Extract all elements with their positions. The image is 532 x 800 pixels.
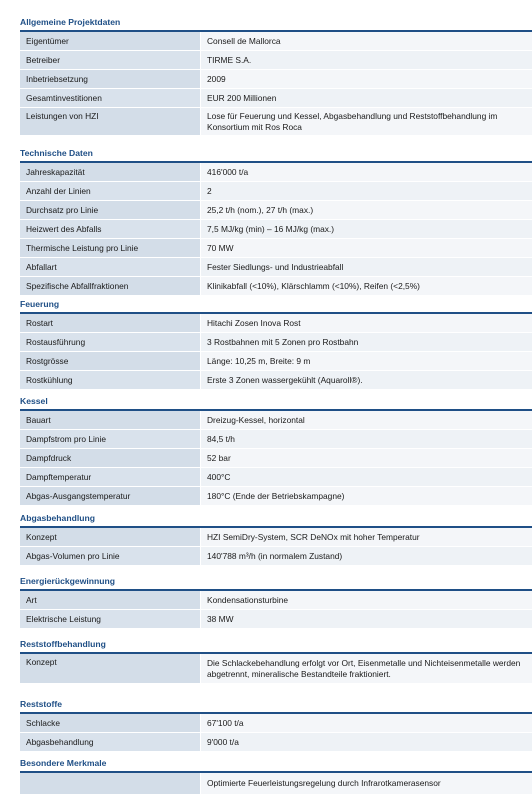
row-value: Erste 3 Zonen wassergekühlt (Aquaroll®). bbox=[201, 371, 532, 389]
row-value: Kondensationsturbine bbox=[201, 591, 532, 609]
row-value: TIRME S.A. bbox=[201, 51, 532, 69]
row-label: Konzept bbox=[20, 528, 201, 546]
data-table bbox=[20, 652, 532, 684]
row-value: 25,2 t/h (nom.), 27 t/h (max.) bbox=[201, 201, 532, 219]
row-value: EUR 200 Millionen bbox=[201, 89, 532, 107]
row-label: Inbetriebsetzung bbox=[20, 70, 201, 88]
row-label: Dampftemperatur bbox=[20, 468, 201, 486]
table-row bbox=[20, 163, 532, 182]
row-label: Abgas-Ausgangstemperatur bbox=[20, 487, 201, 505]
row-value: Dreizug-Kessel, horizontal bbox=[201, 411, 532, 429]
row-value: Länge: 10,25 m, Breite: 9 m bbox=[201, 352, 532, 370]
table-row bbox=[20, 773, 532, 795]
data-table bbox=[20, 312, 532, 390]
section-energy-recovery bbox=[0, 573, 532, 629]
data-table bbox=[20, 161, 532, 296]
table-row bbox=[20, 430, 532, 449]
table-row bbox=[20, 89, 532, 108]
table-row bbox=[20, 610, 532, 629]
data-table bbox=[20, 30, 532, 136]
table-row bbox=[20, 333, 532, 352]
table-row bbox=[20, 108, 532, 136]
row-value: 9'000 t/a bbox=[201, 733, 532, 751]
row-value: Lose für Feuerung und Kessel, Abgasbehandlung und Reststoffbehandlung im Konsortium mit Ros Roca bbox=[201, 108, 532, 135]
section-title: Reststoffbehandlung bbox=[20, 639, 106, 649]
section-title: Allgemeine Projektdaten bbox=[20, 17, 121, 27]
row-value: 2 bbox=[201, 182, 532, 200]
table-row bbox=[20, 547, 532, 566]
row-label: Spezifische Abfallfraktionen bbox=[20, 277, 201, 295]
row-label: Abfallart bbox=[20, 258, 201, 276]
section-title: Kessel bbox=[20, 396, 48, 406]
row-label: Leistungen von HZI bbox=[20, 108, 201, 135]
row-label: Eigentümer bbox=[20, 32, 201, 50]
row-label: Rostart bbox=[20, 314, 201, 332]
table-row bbox=[20, 733, 532, 752]
row-value: 38 MW bbox=[201, 610, 532, 628]
section-title: Feuerung bbox=[20, 299, 60, 309]
row-value: 2009 bbox=[201, 70, 532, 88]
table-row bbox=[20, 51, 532, 70]
data-table bbox=[20, 526, 532, 566]
table-row bbox=[20, 239, 532, 258]
row-value: 7,5 MJ/kg (min) – 16 MJ/kg (max.) bbox=[201, 220, 532, 238]
section-residue-treatment bbox=[0, 636, 532, 684]
row-value: Klinikabfall (<10%), Klärschlamm (<10%), Reifen (<2,5%) bbox=[201, 277, 532, 295]
row-label: Rostgrösse bbox=[20, 352, 201, 370]
row-label: Dampfstrom pro Linie bbox=[20, 430, 201, 448]
table-row bbox=[20, 201, 532, 220]
row-label: Thermische Leistung pro Linie bbox=[20, 239, 201, 257]
row-label: Abgas-Volumen pro Linie bbox=[20, 547, 201, 565]
row-label: Durchsatz pro Linie bbox=[20, 201, 201, 219]
row-value: Fester Siedlungs- und Industrieabfall bbox=[201, 258, 532, 276]
table-row bbox=[20, 352, 532, 371]
row-value: 52 bar bbox=[201, 449, 532, 467]
row-label: Jahreskapazität bbox=[20, 163, 201, 181]
row-value: 140'788 m³/h (in normalem Zustand) bbox=[201, 547, 532, 565]
section-title: Reststoffe bbox=[20, 699, 63, 709]
row-label: Konzept bbox=[20, 654, 201, 683]
row-label: Rostausführung bbox=[20, 333, 201, 351]
data-table bbox=[20, 409, 532, 506]
row-label: Art bbox=[20, 591, 201, 609]
table-row bbox=[20, 182, 532, 201]
row-label: Abgasbehandlung bbox=[20, 733, 201, 751]
row-label: Anzahl der Linien bbox=[20, 182, 201, 200]
row-label: Gesamtinvestitionen bbox=[20, 89, 201, 107]
section-boiler bbox=[0, 393, 532, 506]
table-row bbox=[20, 487, 532, 506]
section-combustion bbox=[0, 296, 532, 390]
section-residues bbox=[0, 696, 532, 752]
section-title: Besondere Merkmale bbox=[20, 758, 107, 768]
row-value: 70 MW bbox=[201, 239, 532, 257]
row-label bbox=[20, 773, 201, 794]
row-label: Elektrische Leistung bbox=[20, 610, 201, 628]
data-table bbox=[20, 771, 532, 795]
row-label: Betreiber bbox=[20, 51, 201, 69]
table-row bbox=[20, 468, 532, 487]
row-value: Consell de Mallorca bbox=[201, 32, 532, 50]
table-row bbox=[20, 277, 532, 296]
table-row bbox=[20, 411, 532, 430]
row-label: Schlacke bbox=[20, 714, 201, 732]
table-row bbox=[20, 258, 532, 277]
row-label: Heizwert des Abfalls bbox=[20, 220, 201, 238]
row-value: 400°C bbox=[201, 468, 532, 486]
table-row bbox=[20, 591, 532, 610]
row-value: Hitachi Zosen Inova Rost bbox=[201, 314, 532, 332]
table-row bbox=[20, 654, 532, 684]
row-value: 416'000 t/a bbox=[201, 163, 532, 181]
section-title: Abgasbehandlung bbox=[20, 513, 95, 523]
section-title: Energierückgewinnung bbox=[20, 576, 116, 586]
table-row bbox=[20, 371, 532, 390]
row-value: Die Schlackebehandlung erfolgt vor Ort, Eisenmetalle und Nichteisenmetalle werden abgetrennt, mineralische Bestandteile fraktioniert. bbox=[201, 654, 532, 683]
section-general-project-data bbox=[0, 14, 532, 136]
table-row bbox=[20, 528, 532, 547]
data-table bbox=[20, 712, 532, 752]
section-flue-gas-treatment bbox=[0, 510, 532, 566]
section-special-features bbox=[0, 755, 532, 795]
table-row bbox=[20, 449, 532, 468]
row-value: HZI SemiDry-System, SCR DeNOx mit hoher Temperatur bbox=[201, 528, 532, 546]
table-row bbox=[20, 714, 532, 733]
row-label: Rostkühlung bbox=[20, 371, 201, 389]
row-value: 180°C (Ende der Betriebskampagne) bbox=[201, 487, 532, 505]
row-value: 84,5 t/h bbox=[201, 430, 532, 448]
data-table bbox=[20, 589, 532, 629]
row-label: Bauart bbox=[20, 411, 201, 429]
table-row bbox=[20, 32, 532, 51]
row-value: 67'100 t/a bbox=[201, 714, 532, 732]
table-row bbox=[20, 314, 532, 333]
row-label: Dampfdruck bbox=[20, 449, 201, 467]
table-row bbox=[20, 70, 532, 89]
section-technical-data bbox=[0, 145, 532, 296]
row-value: Optimierte Feuerleistungsregelung durch Infrarotkamerasensor bbox=[201, 773, 532, 794]
table-row bbox=[20, 220, 532, 239]
row-value: 3 Rostbahnen mit 5 Zonen pro Rostbahn bbox=[201, 333, 532, 351]
section-title: Technische Daten bbox=[20, 148, 93, 158]
